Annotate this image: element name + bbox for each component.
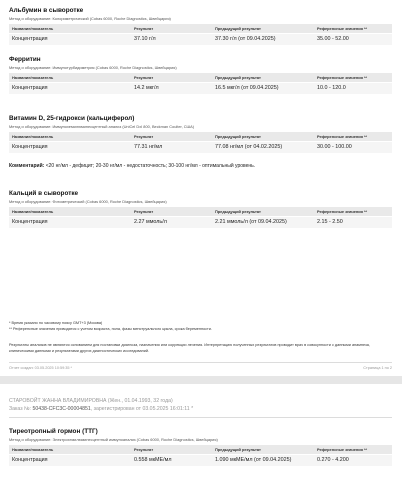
result-table — [9, 207, 392, 228]
test-block-tsh — [9, 428, 392, 466]
cell-result: 2.27 ммоль/л — [131, 217, 212, 229]
table-header-row — [9, 445, 392, 455]
result-table — [9, 445, 392, 466]
table-header-row — [9, 24, 392, 34]
test-title: Витамин D, 25-гидрокси (кальциферол) — [9, 115, 135, 122]
header-parameter: Название/показатель — [9, 207, 131, 217]
cell-reference: 2.15 - 2.50 — [314, 217, 392, 229]
cell-parameter: Концентрация — [9, 34, 131, 46]
header-previous: Предыдущий результат — [212, 132, 314, 142]
table-header-row — [9, 207, 392, 217]
header-previous: Предыдущий результат — [212, 207, 314, 217]
footnote-time: * Время указано по часовому поясу GMT+3 (Москва) — [9, 321, 103, 325]
test-method: Метод и оборудование: Иммунохемилюминесцентный анализ (UniCel DxI 800, Beckman Coulter, США) — [9, 124, 195, 129]
header-parameter: Название/показатель — [9, 73, 131, 83]
comment-text: <20 нг/мл - дефицит; 20-30 нг/мл - недостаточность; 30-100 нг/мл - оптимальный уровень. — [44, 163, 256, 169]
cell-result: 77.31 нг/мл — [131, 142, 212, 154]
patient-info: СТАРОВОЙТ ЖАННА ВЛАДИМИРОВНА (Жен., 01.04.1993, 32 года) — [9, 398, 173, 404]
cell-reference: 30.00 - 100.00 — [314, 142, 392, 154]
header-reference: Референсные значения ** — [314, 73, 392, 83]
result-table — [9, 24, 392, 45]
test-block-calcium — [9, 190, 392, 228]
header-result: Результат — [131, 445, 212, 455]
test-method: Метод и оборудование: Электрохемилюминесцентный иммуноанализ (Cobas 6000, Roche Diagnostics, Швейцария) — [9, 437, 218, 442]
header-reference: Референсные значения ** — [314, 445, 392, 455]
test-block-ferritin — [9, 56, 392, 94]
header-divider — [9, 417, 392, 418]
result-table — [9, 132, 392, 153]
cell-result: 0.558 мкМЕ/мл — [131, 455, 212, 467]
disclaimer: Результаты анализов не являются основанием для постановки диагноза, назначения или коррекции лечения. Интерпретацию полученных результатов проводит врач в совокупности с данными анамнеза, клиническими данными и результатами других диагностических исследований. — [9, 343, 370, 353]
test-method: Метод и оборудование: Колориметрический (Cobas 6000, Roche Diagnostics, Швейцария) — [9, 16, 171, 21]
cell-previous: 77.08 нг/мл (от 04.02.2025) — [212, 142, 314, 154]
header-result: Результат — [131, 24, 212, 34]
result-table — [9, 73, 392, 94]
test-method: Метод и оборудование: Иммунотурбидиметрия (Cobas 6000, Roche Diagnostics, Швейцария) — [9, 65, 177, 70]
cell-previous: 16.5 мкг/л (от 09.04.2025) — [212, 83, 314, 95]
page-number: Страница 1 по 2 — [363, 366, 392, 370]
header-result: Результат — [131, 207, 212, 217]
order-code: 50438-CFC3C-00004851 — [32, 406, 91, 412]
vitamin-d-comment — [9, 163, 392, 170]
header-parameter: Название/показатель — [9, 24, 131, 34]
footnotes — [9, 321, 392, 332]
header-parameter: Название/показатель — [9, 445, 131, 455]
cell-previous: 37.30 г/л (от 09.04.2025) — [212, 34, 314, 46]
table-header-row — [9, 73, 392, 83]
cell-parameter: Концентрация — [9, 455, 131, 467]
footer-divider — [9, 362, 392, 363]
header-reference: Референсные значения ** — [314, 24, 392, 34]
table-row — [9, 34, 392, 46]
test-title: Ферритин — [9, 56, 41, 63]
header-result: Результат — [131, 73, 212, 83]
test-title: Тиреотропный гормон (ТТГ) — [9, 428, 98, 435]
report-page-2 — [0, 384, 402, 500]
cell-result: 37.10 г/л — [131, 34, 212, 46]
cell-reference: 10.0 - 120.0 — [314, 83, 392, 95]
order-prefix: Заказ №: — [9, 406, 33, 412]
header-previous: Предыдущий результат — [212, 73, 314, 83]
cell-parameter: Концентрация — [9, 83, 131, 95]
cell-parameter: Концентрация — [9, 217, 131, 229]
cell-result: 14.2 мкг/л — [131, 83, 212, 95]
cell-previous: 1.090 мкМЕ/мл (от 09.04.2025) — [212, 455, 314, 467]
cell-parameter: Концентрация — [9, 142, 131, 154]
cell-reference: 0.270 - 4.200 — [314, 455, 392, 467]
header-previous: Предыдущий результат — [212, 445, 314, 455]
order-suffix: , зарегистрирован от 03.05.2025 16:01:11 * — [90, 406, 194, 412]
test-title: Альбумин в сыворотке — [9, 7, 84, 14]
header-result: Результат — [131, 132, 212, 142]
comment-label: Комментарий: — [9, 163, 45, 169]
table-row — [9, 142, 392, 154]
table-row — [9, 455, 392, 467]
cell-previous: 2.21 ммоль/л (от 09.04.2025) — [212, 217, 314, 229]
footnote-reference: ** Референсные значения приводятся с учетом возраста, пола, фазы менструального цикла, срока беременности. — [9, 326, 212, 331]
test-block-vitamin-d — [9, 115, 392, 153]
test-method: Метод и оборудование: Фотометрический (Cobas 6000, Roche Diagnostics, Швейцария) — [9, 199, 167, 204]
header-previous: Предыдущий результат — [212, 24, 314, 34]
header-parameter: Название/показатель — [9, 132, 131, 142]
test-title: Кальций в сыворотке — [9, 190, 79, 197]
test-block-albumin — [9, 7, 392, 45]
header-reference: Референсные значения ** — [314, 132, 392, 142]
header-reference: Референсные значения ** — [314, 207, 392, 217]
table-row — [9, 217, 392, 229]
table-header-row — [9, 132, 392, 142]
table-row — [9, 83, 392, 95]
order-info — [9, 405, 193, 413]
report-created: Отчет создан: 03.05.2025 10:59:35 * — [9, 366, 73, 370]
cell-reference: 35.00 - 52.00 — [314, 34, 392, 46]
